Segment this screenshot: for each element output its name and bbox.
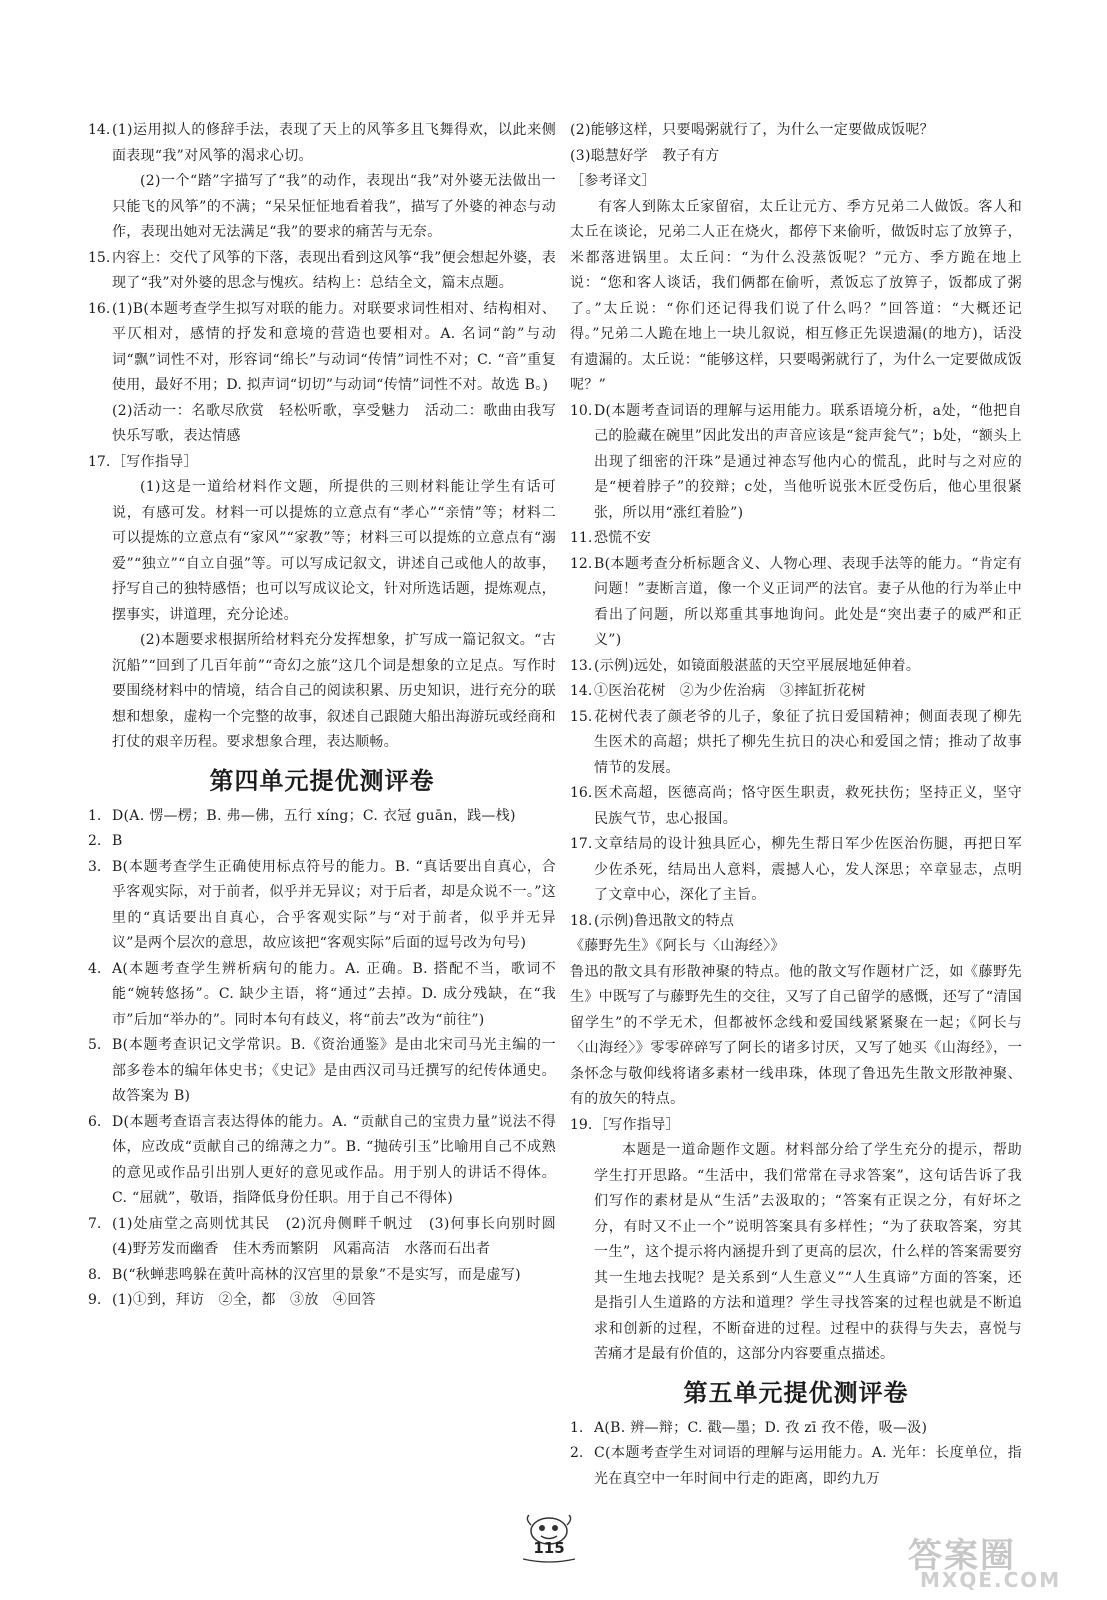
unit-4-title: 第四单元提优测评卷 [209, 766, 435, 795]
answer-text: (1)B(本题考查学生拟写对联的能力。对联要求词性相对、结构相对、平仄相对，感情的抒发和意境的营造也要相对。A. 名词“韵”与动词“飘”词性不对，形容词“绵长”与动词“传情”词性不对；C. “音”重复使用，最好不用；D. 拟声词“切切”与动词“传情”词性不对。故选 B。) [112, 300, 556, 393]
section-tag: ［写作指导］ [112, 453, 198, 470]
item-number: 14. [570, 683, 593, 699]
answer-item [570, 781, 1022, 832]
answer-item [570, 399, 1022, 527]
item-number: 13. [570, 657, 593, 674]
watermark-url: MXQE.COM [920, 1568, 1062, 1592]
answer-text: B(本题考查识记文学常识。B.《资治通鉴》是由北宋司马光主编的一部多卷本的编年体史书；《史记》是由西汉司马迁撰写的纪传体通史。故答案为 B) [112, 1037, 556, 1104]
answer-text: (1)这是一道给材料作文题，所提供的三则材料能让学生有话可说，有感可发。材料一可以提炼的立意点有“孝心”“亲情”等；材料二可以提炼的立意点有“家风”“家教”等；材料三可以提炼的立意点有“溺爱”“独立”“自立自强”等。可以写成记叙文，讲述自己或他人的故事，抒写自己的独特感悟；也可以写成议论文，针对所选话题，提炼观点，摆事实，讲道理，充分论述。 [112, 479, 556, 623]
answer-text: (示例)远处，如镜面般湛蓝的天空平展展地延伸着。 [594, 657, 921, 674]
item-number: 1. [570, 1419, 584, 1436]
item-number: 11. [570, 530, 593, 546]
answer-text: 本题是一道命题作文题。材料部分给了学生充分的提示，帮助学生打开思路。“生活中，我们常常在寻求答案”，这句话告诉了我们写作的素材是从“生活”去汲取的；“答案有正误之分，有好坏之分，有时又不止一个”说明答案具有多样性；“为了获取答案，穷其一生”，这个提示将内涵提升到了更高的层次，什么样的答案需要穷其一生地去找呢？是关系到“人生意义”“人生真谛”方面的答案，还是指引人生道路的方法和道理？学生寻找答案的过程也就是不断追求和创新的过程，不断奋进的过程。过程中的获得与失去，喜悦与苦痛才是最有价值的，这部分内容要重点描述。 [594, 1142, 1022, 1362]
item-number: 15. [570, 708, 593, 725]
answer-text: (1)处庙堂之高则忧其民 (2)沉舟侧畔千帆过 (3)何事长向别时圆 (4)野芳发而幽香 佳木秀而繁阴 风霜高洁 水落而石出者 [112, 1215, 571, 1257]
page-number: 115 [533, 1539, 565, 1557]
item-number: 8. [88, 1266, 102, 1283]
answer-item [570, 832, 1022, 909]
answer-text: A(B. 辨—辩；C. 戳—墨；D. 孜 zī 孜不倦，吸—汲) [594, 1419, 928, 1436]
answer-text: ①医治花树 ②为少佐治病 ③摔缸折花树 [594, 683, 866, 699]
answer-text: D(本题考查词语的理解与运用能力。联系语境分析，a处，“他把自己的脸藏在碗里”因此发出的声音应该是“瓮声瓮气”；b处，“额头上出现了细密的汗珠”是通过神态写他内心的慌乱，此时与之对应的是“梗着脖子”的狡辩；c处，当他听说张木匠受伤后，他心里很紧张，所以用“涨红着脸”) [594, 402, 1022, 521]
answer-item [570, 526, 1022, 552]
item-number: 15. [88, 249, 111, 266]
answer-text: B [112, 833, 123, 849]
answer-text: C(本题考查学生对词语的理解与运用能力。A. 光年：长度单位，指光在真空中一年时间中行走的距离，即约九万 [594, 1445, 1022, 1487]
unit-5-answers [570, 1416, 1022, 1493]
item-number: 6. [88, 1113, 102, 1130]
item-number: 17. [88, 453, 111, 470]
answer-text: (示例)鲁迅散文的特点 [594, 912, 735, 929]
item-number: 5. [88, 1037, 102, 1053]
item-number: 7. [88, 1215, 102, 1232]
item-number: 19. [570, 1116, 593, 1133]
answer-item [88, 1033, 556, 1110]
reference-translation: 有客人到陈太丘家留宿，太丘让元方、季方兄弟二人做饭。客人和太丘在谈论，兄弟二人正在烧火，都停下来偷听，做饭时忘了放箅子，米都落进锅里。太丘问：“为什么没蒸饭呢？”元方、季方跪在地上说：“您和客人谈话，我们俩都在偷听，煮饭忘了放箅子，饭都成了粥了。”太丘说：“你们还记得我们说了什么吗？”回答道：“大概还记得。”兄弟二人跪在地上一块儿叙说，相互修正先误遗漏(的地方)，话没有遗漏的。太丘说：“能够这样，只要喝粥就行了，为什么一定要做成饭呢？” [570, 198, 1022, 393]
right-answers [570, 399, 1022, 909]
answer-text: B(本题考查学生正确使用标点符号的能力。B. “真话要出自真心，合乎客观实际，对于前者，似乎并无异议；对于后者，却是众说不一。”这里的“真话要出自真心，合乎客观实际”与“对于前者，似乎并无异议”是两个层次的意思，故应该把“客观实际”后面的逗号改为句号) [112, 858, 556, 951]
answer-text: 医术高超，医德高尚；恪守医生职责，救死扶伤；坚持正义，坚守民族气节，忠心报国。 [594, 785, 1022, 827]
item-number: 16. [88, 300, 111, 317]
answer-16 [88, 297, 571, 450]
right-column [570, 118, 1022, 1492]
item-number: 17. [570, 836, 593, 852]
answer-text: 内容上：交代了风筝的下落，表现出看到这风筝“我”便会想起外婆，表现了“我”对外婆的思念与愧疚。结构上：总结全文，篇末点题。 [112, 249, 556, 291]
answer-item [570, 705, 1022, 782]
item-number: 14. [88, 122, 111, 138]
page-number-badge [509, 1509, 589, 1565]
answer-text: D(本题考查语言表达得体的能力。A. “贡献自己的宝贵力量”说法不得体，应改成“贡献自己的绵薄之力”。B. “抛砖引玉”比喻用自己不成熟的意见或作品引出别人更好的意见或作品。用于别人的讲话不得体。C. “屈就”，敬语，指降低身份任职。用于自己不得体) [112, 1113, 556, 1206]
answer-item [88, 1288, 556, 1314]
answer-18 [570, 909, 1022, 935]
item-number: 2. [88, 833, 102, 849]
answer-item [88, 1263, 556, 1289]
answer-text: B(“秋蝉悲鸣躲在黄叶高林的汉宫里的景象”不是实写，而是虚写) [112, 1266, 521, 1283]
section-tag: ［写作指导］ [594, 1116, 680, 1133]
answer-item [88, 829, 556, 855]
answer-text: 花树代表了颜老爷的儿子，象征了抗日爱国精神；侧面表现了柳先生医术的高超；烘托了柳先生抗日的决心和爱国之情；推动了故事情节的发展。 [594, 708, 1022, 776]
item-number: 10. [570, 402, 593, 419]
answer-text: 鲁迅的散文具有形散神聚的特点。他的散文写作题材广泛，如《藤野先生》中既写了与藤野先生的交往，又写了自己留学的感慨，还写了“清国留学生”的不学无术，但都被怀念线和爱国线紧紧聚在一起；《阿长与〈山海经〉》零零碎碎写了阿长的诸多讨厌，又写了她买《山海经》，一条怀念与敬仰线将诸多素材一线串珠，体现了鲁迅先生散文形散神聚、有的放矢的特点。 [570, 963, 1022, 1107]
left-column [88, 118, 571, 1314]
answer-text: 恐慌不安 [594, 530, 652, 546]
item-number: 16. [570, 785, 593, 801]
answer-text: (2)能够这样，只要喝粥就行了，为什么一定要做成饭呢？ [570, 122, 934, 138]
item-number: 4. [88, 960, 102, 977]
answer-19 [570, 1113, 1022, 1368]
watermark-text: 答案圈 [908, 1536, 1016, 1576]
answer-text: 文章结局的设计独具匠心，柳先生帮日军少佐医治伤腿，再把日军少佐杀死，结局出人意料，震撼人心，发人深思；卒章显志，点明了文章中心，深化了主旨。 [594, 836, 1022, 903]
answer-text: (2)本题要求根据所给材料充分发挥想象，扩写成一篇记叙文。“古沉船”“回到了几百年前”“奇幻之旅”这几个词是想象的立足点。写作时要围绕材料中的情境，结合自己的阅读积累、历史知识，进行充分的联想和想象，虚构一个完整的故事，叙述自己跟随大船出海游玩或经商和打仗的艰辛历程。要求想象合理，表达顺畅。 [112, 632, 556, 750]
item-number: 9. [88, 1292, 102, 1308]
answer-item [570, 1441, 1022, 1492]
answer-text: (1)①到，拜访 ②全，都 ③放 ④回答 [112, 1292, 376, 1308]
unit-4-answers [88, 804, 571, 1314]
answer-item [570, 654, 1022, 680]
answer-text: B(本题考查分析标题含义、人物心理、表现手法等的能力。“肯定有问题！”妻断言道，像一个义正词严的法官。妻子从他的行为举止中看出了问题，所以郑重其事地询问。此处是“突出妻子的威严和正义”) [594, 555, 1022, 648]
answer-text: (3)聪慧好学 教子有方 [570, 147, 720, 164]
answer-14 [88, 118, 556, 246]
answer-text: (2)一个“踏”字描写了“我”的动作，表现出“我”对外婆无法做出一只能飞的风筝”的不满；“呆呆怔怔地看着我”，描写了外婆的神态与动作，表现出她对无法满足“我”的要求的痛苦与无奈。 [112, 173, 556, 240]
unit-5-title: 第五单元提优测评卷 [683, 1378, 909, 1407]
answer-text: D(A. 愣—楞；B. 弗—佛，五行 xíng；C. 衣冠 guān，践—栈) [112, 807, 516, 824]
watermark-logo [908, 1528, 1094, 1592]
answer-17 [88, 450, 556, 756]
answer-text: 《藤野先生》《阿长与〈山海经〉》 [570, 938, 785, 954]
section-tag: ［参考译文］ [570, 173, 656, 189]
answer-item [88, 804, 556, 830]
answer-item [88, 957, 556, 1034]
answer-text: A(本题考查学生辨析病句的能力。A. 正确。B. 搭配不当，歌词不能“婉转悠扬”。C. 缺少主语，将“通过”去掉。D. 成分残缺，在“我市”后加“举办的”。同时本句有歧义，将“前去”改为“前往”) [112, 960, 556, 1028]
answer-item [570, 679, 1022, 705]
item-number: 18. [570, 912, 593, 929]
answer-text: (2)活动一：名歌尽欣赏 轻松听歌，享受魅力 活动二：歌曲由我写 快乐写歌，表达情感 [112, 402, 571, 444]
answer-text: (1)运用拟人的修辞手法，表现了天上的风筝多且飞舞得欢，以此来侧面表现“我”对风筝的渴求心切。 [112, 122, 556, 164]
item-number: 1. [88, 807, 102, 824]
answer-item [88, 1212, 571, 1263]
answer-item [570, 552, 1022, 654]
item-number: 2. [570, 1445, 584, 1461]
answer-item [570, 1416, 1022, 1442]
item-number: 12. [570, 555, 593, 572]
item-number: 3. [88, 858, 102, 875]
answer-item [88, 855, 556, 957]
answer-15 [88, 246, 556, 297]
answer-item [88, 1110, 556, 1212]
